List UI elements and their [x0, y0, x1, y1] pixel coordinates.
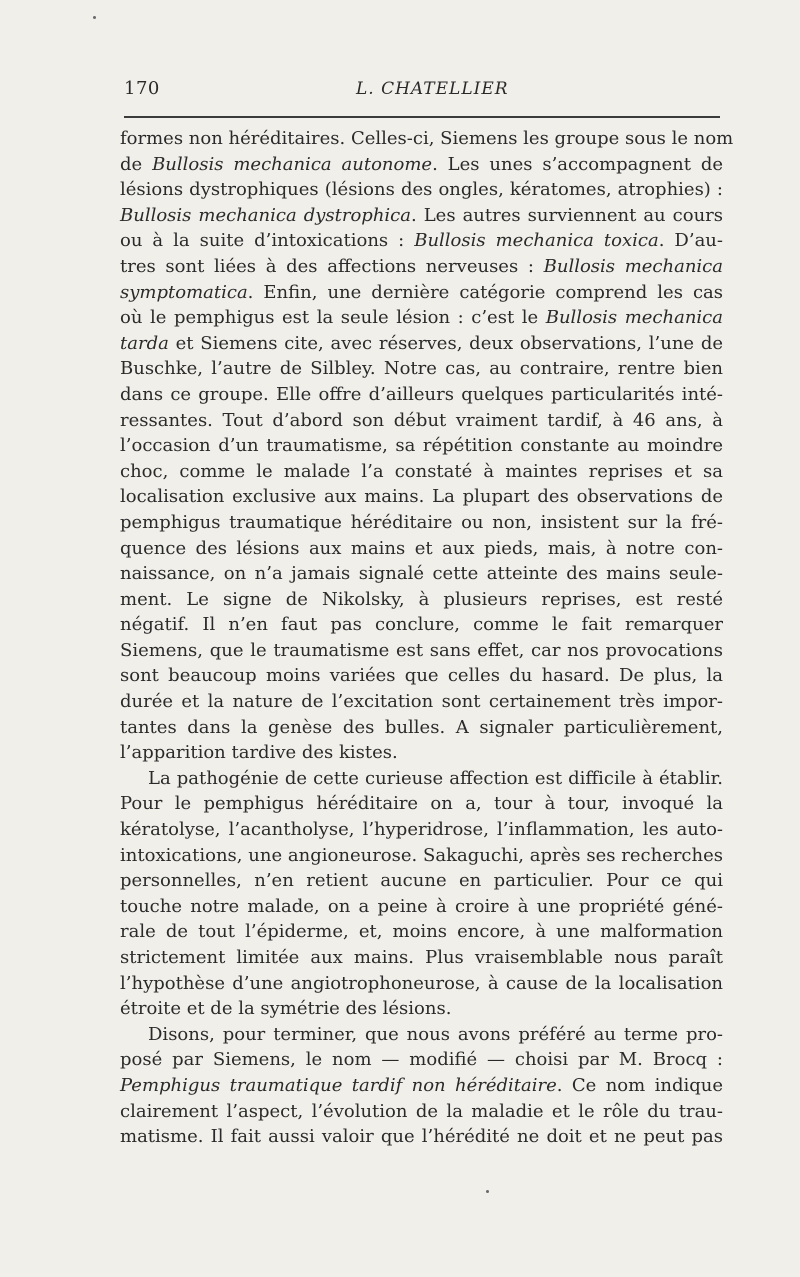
text-line — [120, 152, 723, 178]
text-run: l’hypothèse d’une angiotrophoneurose, à cause de la localisation — [120, 972, 723, 994]
text-run: . D’au- — [658, 230, 723, 252]
text-line — [120, 663, 723, 689]
text-run: . Enfin, une dernière catégorie comprend les cas — [247, 281, 723, 303]
text-line — [120, 1022, 723, 1048]
text-run: posé par Siemens, le nom — modifié — choisi par M. Brocq : — [120, 1049, 723, 1071]
page-header — [124, 78, 720, 102]
page-number: 170 — [124, 78, 160, 99]
text-line — [120, 408, 723, 434]
text-run: Disons, pour terminer, que nous avons préféré au terme pro- — [148, 1023, 723, 1045]
text-run: de — [120, 153, 153, 175]
text-line — [120, 996, 723, 1022]
italic-text-run: Bullosis mechanica autonome — [152, 153, 433, 175]
text-run: l’occasion d’un traumatisme, sa répétition constante au moindre — [120, 435, 723, 457]
text-run: pemphigus traumatique héréditaire ou non, insistent sur la fré- — [120, 511, 723, 533]
text-line — [120, 356, 723, 382]
text-run: tres sont liées à des affections nerveuses : — [120, 255, 544, 277]
italic-text-run: symptomatica — [120, 281, 248, 303]
text-line — [120, 740, 723, 766]
text-line — [120, 1073, 723, 1099]
text-run: négatif. Il n’en faut pas conclure, comme le fait remarquer — [120, 614, 723, 636]
text-line — [120, 433, 723, 459]
text-line — [120, 791, 723, 817]
text-run: ou à la suite d’intoxications : — [120, 230, 415, 252]
text-run: dans ce groupe. Elle offre d’ailleurs quelques particularités inté- — [120, 383, 723, 405]
text-line — [120, 305, 723, 331]
text-line — [120, 715, 723, 741]
text-run: ment. Le signe de Nikolsky, à plusieurs reprises, est resté — [120, 588, 723, 610]
text-line — [120, 177, 723, 203]
text-run: intoxications, une angioneurose. Sakaguchi, après ses recherches — [120, 844, 723, 866]
text-run: touche notre malade, on a peine à croire à une propriété géné- — [120, 895, 723, 917]
text-run: . Les unes s’accompagnent de — [432, 153, 723, 175]
text-run: naissance, on n’a jamais signalé cette atteinte des mains seule- — [120, 563, 723, 585]
text-run: tantes dans la genèse des bulles. A signaler particulièrement, — [120, 716, 723, 738]
text-line — [120, 868, 723, 894]
text-run: Siemens, que le traumatisme est sans effet, car nos provocations — [120, 639, 723, 661]
paper-speck — [93, 16, 96, 19]
text-line — [120, 484, 723, 510]
text-run: durée et la nature de l’excitation sont certainement très impor- — [120, 691, 723, 713]
text-line — [120, 689, 723, 715]
text-line — [120, 971, 723, 997]
paper-speck — [486, 1190, 489, 1193]
text-run: quence des lésions aux mains et aux pieds, mais, à notre con- — [120, 537, 723, 559]
text-run: étroite et de la symétrie des lésions. — [120, 998, 452, 1020]
text-run: et Siemens cite, avec réserves, deux observations, l’une de — [168, 332, 723, 354]
text-line — [120, 843, 723, 869]
text-run: formes non héréditaires. Celles-ci, Siemens les groupe sous le nom — [120, 128, 734, 149]
text-run: choc, comme le malade l’a constaté à maintes reprises et sa — [120, 460, 723, 482]
body-text — [120, 126, 734, 1150]
text-run: ressantes. Tout d’abord son début vraiment tardif, à 46 ans, à — [120, 409, 723, 431]
text-run: où le pemphigus est la seule lésion : c’est le — [120, 307, 546, 329]
text-line — [120, 382, 723, 408]
text-line — [120, 587, 723, 613]
text-run: rale de tout l’épiderme, et, moins encore, à une malformation — [120, 921, 723, 943]
text-run: Buschke, l’autre de Silbley. Notre cas, au contraire, rentre bien — [120, 358, 723, 380]
text-run: La pathogénie de cette curieuse affection est difficile à établir. — [148, 767, 723, 789]
text-line — [120, 536, 723, 562]
text-line — [120, 510, 723, 536]
text-line — [120, 638, 723, 664]
text-line — [120, 1124, 723, 1150]
text-line — [120, 254, 723, 280]
text-run: clairement l’aspect, l’évolution de la maladie et le rôle du trau- — [120, 1100, 723, 1122]
text-run: Pour le pemphigus héréditaire on a, tour à tour, invoqué la — [120, 793, 723, 815]
italic-text-run: tarda — [120, 332, 169, 354]
text-line — [120, 1047, 723, 1073]
text-line — [120, 1099, 723, 1125]
italic-text-run: Bullosis mechanica dystrophica — [120, 204, 411, 226]
text-line — [120, 126, 734, 152]
running-head: L. CHATELLIER — [356, 79, 509, 99]
text-line — [120, 203, 723, 229]
italic-text-run: Pemphigus traumatique tardif non héréditaire — [120, 1074, 557, 1096]
text-line — [120, 612, 723, 638]
text-run: sont beaucoup moins variées que celles du hasard. De plus, la — [120, 665, 723, 687]
header-rule — [124, 116, 720, 118]
text-run: localisation exclusive aux mains. La plupart des observations de — [120, 486, 723, 508]
italic-text-run: Bullosis mechanica — [543, 255, 723, 277]
text-run: . Les autres surviennent au cours — [411, 204, 724, 226]
text-run: kératolyse, l’acantholyse, l’hyperidrose, l’inflammation, les auto- — [120, 819, 723, 841]
text-line — [120, 561, 723, 587]
italic-text-run: Bullosis mechanica — [545, 307, 723, 329]
text-run: matisme. Il fait aussi valoir que l’hérédité ne doit et ne peut pas — [120, 1126, 723, 1148]
text-line — [120, 459, 723, 485]
text-run: strictement limitée aux mains. Plus vraisemblable nous paraît — [120, 947, 723, 968]
text-line — [120, 817, 723, 843]
text-line — [120, 280, 723, 306]
text-run: lésions dystrophiques (lésions des ongles, kératomes, atrophies) : — [120, 179, 723, 201]
italic-text-run: Bullosis mechanica toxica — [414, 230, 659, 252]
text-line — [120, 894, 723, 920]
text-line — [120, 331, 723, 357]
text-line — [120, 766, 723, 792]
text-run: l’apparition tardive des kistes. — [120, 742, 398, 764]
text-run: . Ce nom indique — [556, 1074, 723, 1096]
text-line — [120, 945, 723, 971]
text-line — [120, 919, 723, 945]
text-run: personnelles, n’en retient aucune en particulier. Pour ce qui — [120, 870, 723, 892]
text-line — [120, 228, 723, 254]
